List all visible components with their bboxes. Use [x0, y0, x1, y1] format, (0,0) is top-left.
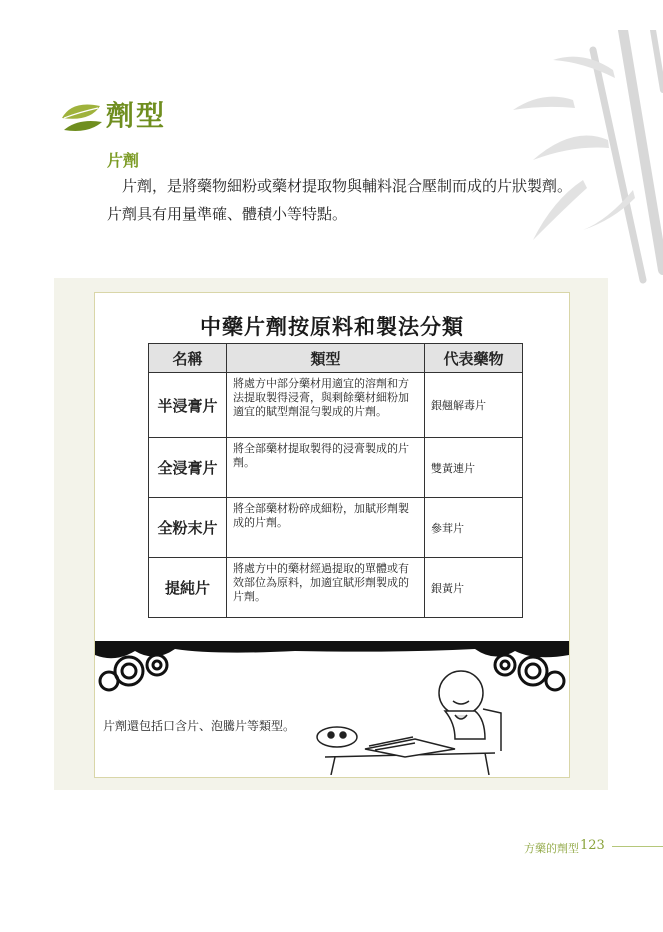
row-representative: 銀翹解毒片	[425, 373, 523, 438]
row-representative: 雙黃連片	[425, 438, 523, 498]
intro-line-1: 片劑，是將藥物細粉或藥材提取物與輔料混合壓制而成的片狀製劑。	[122, 177, 573, 195]
cartoon-reading-illustration	[305, 653, 505, 775]
table-row	[149, 558, 523, 618]
section-heading	[60, 92, 166, 136]
row-name: 全粉末片	[149, 498, 227, 558]
table-header-row	[149, 344, 523, 373]
footnote: 片劑還包括口含片、泡騰片等類型。	[103, 719, 296, 733]
classification-panel	[54, 278, 608, 790]
row-name: 半浸膏片	[149, 373, 227, 438]
classification-card	[94, 292, 570, 778]
row-type: 將全部藥材提取製得的浸膏製成的片劑。	[227, 438, 425, 498]
row-name: 全浸膏片	[149, 438, 227, 498]
header-representative: 代表藥物	[425, 344, 523, 373]
table-row	[149, 373, 523, 438]
table-row	[149, 438, 523, 498]
section-title: 劑型	[106, 99, 167, 132]
row-type: 將處方中部分藥材用適宜的溶劑和方法提取製得浸膏，與剩餘藥材細粉加適宜的賦型劑混勻製成的片劑。	[227, 373, 425, 438]
classification-table	[148, 343, 523, 618]
header-name: 名稱	[149, 344, 227, 373]
table-title: 中藥片劑按原料和製法分類	[200, 314, 464, 339]
row-type: 將處方中的藥材經過提取的單體或有效部位為原料，加適宜賦形劑製成的片劑。	[227, 558, 425, 618]
footer-chapter-label: 方藥的劑型	[524, 842, 579, 855]
bamboo-illustration	[513, 30, 663, 290]
header-type: 類型	[227, 344, 425, 373]
intro-line-2: 片劑具有用量準確、體積小等特點。	[107, 205, 348, 223]
row-name: 提純片	[149, 558, 227, 618]
row-type: 將全部藥材粉碎成細粉，加賦形劑製成的片劑。	[227, 498, 425, 558]
section-subtitle: 片劑	[107, 151, 140, 170]
table-row	[149, 498, 523, 558]
footer-divider	[612, 846, 663, 847]
row-representative: 銀黃片	[425, 558, 523, 618]
page-number: 123	[580, 838, 605, 853]
row-representative: 參茸片	[425, 498, 523, 558]
intro-paragraph	[107, 172, 607, 228]
leaf-icon	[60, 92, 104, 136]
